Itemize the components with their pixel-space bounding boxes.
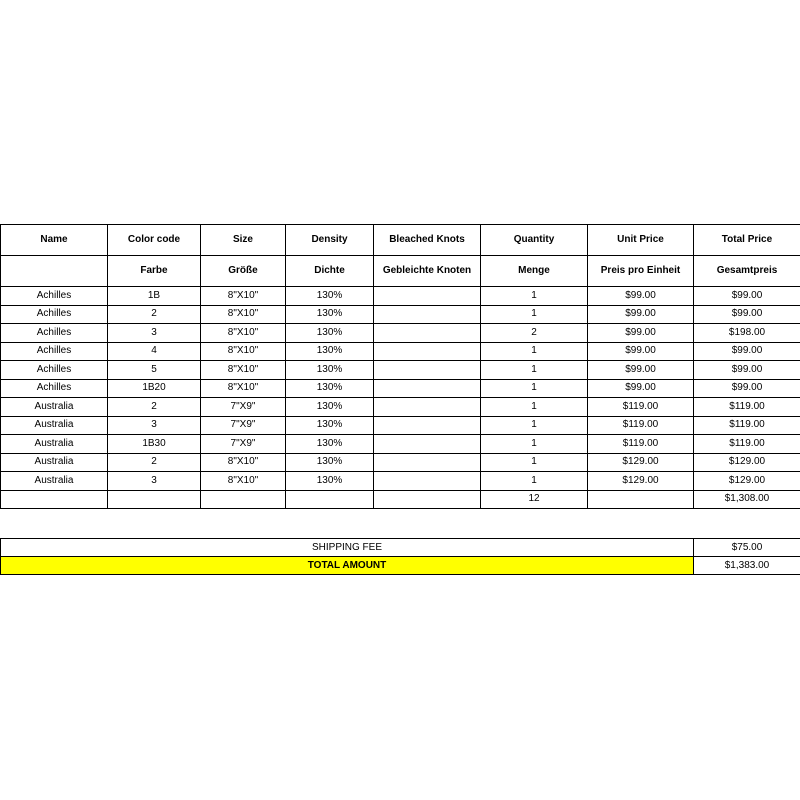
cell-name: Australia	[1, 435, 108, 454]
cell-bleached-knots	[374, 361, 481, 380]
cell-density	[286, 490, 374, 509]
cell-quantity: 1	[481, 416, 588, 435]
cell-density: 130%	[286, 287, 374, 306]
cell-color-code: 3	[108, 324, 201, 343]
table-row	[1, 398, 800, 417]
cell-unit-price: $99.00	[588, 324, 694, 343]
shipping-row	[1, 539, 800, 557]
cell-unit-price: $99.00	[588, 305, 694, 324]
header-menge: Menge	[481, 256, 588, 287]
cell-quantity: 1	[481, 472, 588, 491]
cell-density: 130%	[286, 472, 374, 491]
cell-quantity: 1	[481, 305, 588, 324]
header-quantity: Quantity	[481, 225, 588, 256]
cell-unit-price: $99.00	[588, 342, 694, 361]
shipping-fee-label: SHIPPING FEE	[1, 539, 694, 557]
cell-color-code: 1B	[108, 287, 201, 306]
cell-color-code	[108, 490, 201, 509]
cell-total-price: $119.00	[694, 435, 800, 454]
table-row	[1, 361, 800, 380]
cell-size: 8"X10"	[201, 324, 286, 343]
header-farbe: Farbe	[108, 256, 201, 287]
cell-density: 130%	[286, 324, 374, 343]
cell-unit-price	[588, 490, 694, 509]
total-amount-value: $1,383.00	[694, 557, 800, 575]
cell-color-code: 3	[108, 472, 201, 491]
cell-quantity: 1	[481, 287, 588, 306]
cell-density: 130%	[286, 361, 374, 380]
cell-bleached-knots	[374, 435, 481, 454]
cell-density: 130%	[286, 435, 374, 454]
cell-size	[201, 490, 286, 509]
header-name-de	[1, 256, 108, 287]
cell-name: Achilles	[1, 287, 108, 306]
cell-name: Achilles	[1, 379, 108, 398]
header-row-english	[1, 225, 800, 256]
cell-name: Achilles	[1, 305, 108, 324]
cell-color-code: 3	[108, 416, 201, 435]
cell-unit-price: $119.00	[588, 398, 694, 417]
header-gebleichte-knoten: Gebleichte Knoten	[374, 256, 481, 287]
cell-unit-price: $119.00	[588, 416, 694, 435]
cell-total-price: $119.00	[694, 416, 800, 435]
cell-unit-price: $99.00	[588, 361, 694, 380]
cell-density: 130%	[286, 379, 374, 398]
cell-unit-price: $119.00	[588, 435, 694, 454]
cell-color-code: 2	[108, 453, 201, 472]
cell-total-price: $99.00	[694, 287, 800, 306]
total-amount-label: TOTAL AMOUNT	[1, 557, 694, 575]
cell-density: 130%	[286, 416, 374, 435]
cell-quantity: 1	[481, 361, 588, 380]
table-row	[1, 305, 800, 324]
cell-size: 7"X9"	[201, 398, 286, 417]
cell-color-code: 2	[108, 305, 201, 324]
cell-total-price: $99.00	[694, 305, 800, 324]
shipping-fee-value: $75.00	[694, 539, 800, 557]
cell-bleached-knots	[374, 324, 481, 343]
cell-unit-price: $129.00	[588, 472, 694, 491]
header-preis-pro-einheit: Preis pro Einheit	[588, 256, 694, 287]
cell-color-code: 1B20	[108, 379, 201, 398]
cell-bleached-knots	[374, 472, 481, 491]
cell-density: 130%	[286, 453, 374, 472]
cell-bleached-knots	[374, 453, 481, 472]
cell-quantity: 1	[481, 453, 588, 472]
cell-bleached-knots	[374, 342, 481, 361]
cell-total-price: $198.00	[694, 324, 800, 343]
cell-unit-price: $99.00	[588, 379, 694, 398]
header-groesse: Größe	[201, 256, 286, 287]
cell-total-price: $129.00	[694, 453, 800, 472]
cell-total-price: $129.00	[694, 472, 800, 491]
cell-bleached-knots	[374, 287, 481, 306]
order-table-body	[1, 225, 800, 509]
cell-size: 8"X10"	[201, 379, 286, 398]
cell-bleached-knots	[374, 490, 481, 509]
cell-name: Australia	[1, 453, 108, 472]
summary-table	[0, 538, 800, 575]
header-unit-price: Unit Price	[588, 225, 694, 256]
cell-size: 8"X10"	[201, 361, 286, 380]
cell-color-code: 5	[108, 361, 201, 380]
order-table	[0, 224, 800, 509]
cell-density: 130%	[286, 342, 374, 361]
header-density: Density	[286, 225, 374, 256]
header-dichte: Dichte	[286, 256, 374, 287]
cell-color-code: 1B30	[108, 435, 201, 454]
header-row-german	[1, 256, 800, 287]
cell-name: Achilles	[1, 342, 108, 361]
cell-bleached-knots	[374, 398, 481, 417]
table-row	[1, 435, 800, 454]
cell-total-price: $99.00	[694, 342, 800, 361]
table-row	[1, 472, 800, 491]
subtotal-row	[1, 490, 800, 509]
cell-size: 8"X10"	[201, 472, 286, 491]
header-size: Size	[201, 225, 286, 256]
cell-name: Australia	[1, 398, 108, 417]
total-row	[1, 557, 800, 575]
cell-unit-price: $129.00	[588, 453, 694, 472]
table-row	[1, 379, 800, 398]
cell-bleached-knots	[374, 379, 481, 398]
cell-name: Australia	[1, 472, 108, 491]
table-row	[1, 287, 800, 306]
cell-total-price: $99.00	[694, 361, 800, 380]
header-gesamtpreis: Gesamtpreis	[694, 256, 800, 287]
cell-size: 8"X10"	[201, 287, 286, 306]
cell-quantity: 1	[481, 379, 588, 398]
cell-size: 8"X10"	[201, 342, 286, 361]
cell-color-code: 4	[108, 342, 201, 361]
header-bleached-knots: Bleached Knots	[374, 225, 481, 256]
table-row	[1, 453, 800, 472]
cell-quantity: 1	[481, 342, 588, 361]
cell-name: Achilles	[1, 361, 108, 380]
cell-quantity: 12	[481, 490, 588, 509]
cell-quantity: 1	[481, 398, 588, 417]
cell-unit-price: $99.00	[588, 287, 694, 306]
cell-size: 7"X9"	[201, 435, 286, 454]
header-total-price: Total Price	[694, 225, 800, 256]
table-row	[1, 342, 800, 361]
cell-color-code: 2	[108, 398, 201, 417]
cell-density: 130%	[286, 398, 374, 417]
cell-total-price: $99.00	[694, 379, 800, 398]
cell-name: Achilles	[1, 324, 108, 343]
cell-size: 8"X10"	[201, 305, 286, 324]
cell-quantity: 1	[481, 435, 588, 454]
cell-size: 8"X10"	[201, 453, 286, 472]
cell-total-price: $1,308.00	[694, 490, 800, 509]
header-color-code: Color code	[108, 225, 201, 256]
cell-quantity: 2	[481, 324, 588, 343]
cell-name: Australia	[1, 416, 108, 435]
cell-density: 130%	[286, 305, 374, 324]
table-row	[1, 324, 800, 343]
header-name: Name	[1, 225, 108, 256]
cell-bleached-knots	[374, 305, 481, 324]
cell-total-price: $119.00	[694, 398, 800, 417]
cell-size: 7"X9"	[201, 416, 286, 435]
table-row	[1, 416, 800, 435]
cell-bleached-knots	[374, 416, 481, 435]
cell-name	[1, 490, 108, 509]
